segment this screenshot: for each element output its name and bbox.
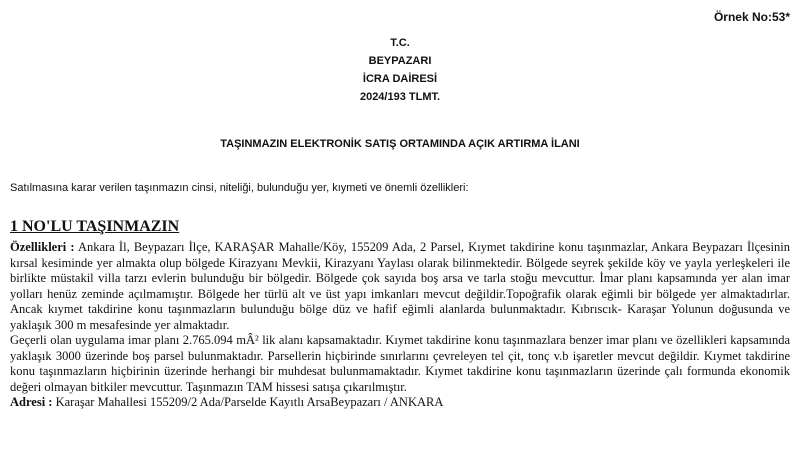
zoning-paragraph: Geçerli olan uygulama imar planı 2.765.094 mÂ² lik alanı kapsamaktadır. Kıymet takdirine konu taşınmazlara benzer imar planı ve özellikleri kapsamında yaklaşık 3000 üzerinde boş parsel bulunmaktadır. Parsellerin hiçbirinde sınırlarını çevreleyen tel çit, tonç v.b işaretler mevcut değildir. Kıymet takdirine konu taşınmazların hiçbirinin üzerinde herhangi bir muhdesat bulunmamaktadır. Kıymet takdirine konu taşınmazların üzerinde çalı formunda ekonomik değeri olmayan bitkiler mevcuttur. Taşınmazın TAM hissesi satışa çıkarılmıştır. <box>10 333 790 394</box>
announcement-title: TAŞINMAZIN ELEKTRONİK SATIŞ ORTAMINDA AÇIK ARTIRMA İLANI <box>220 138 580 150</box>
document-header <box>0 34 800 106</box>
sample-number: Örnek No:53* <box>713 10 790 24</box>
address-paragraph <box>10 395 790 411</box>
intro-text: Satılmasına karar verilen taşınmazın cinsi, niteliği, bulunduğu yer, kıymeti ve önemli özellikleri: <box>10 182 469 194</box>
header-tc: T.C. <box>390 37 410 49</box>
header-file-number: 2024/193 TLMT. <box>359 91 441 103</box>
section-heading: 1 NO'LU TAŞINMAZIN <box>10 218 180 235</box>
address-label: Adresi : <box>10 395 53 409</box>
property-description <box>10 240 790 411</box>
header-district: BEYPAZARI <box>368 55 432 67</box>
features-label: Özellikleri : <box>10 240 75 254</box>
header-office: İCRA DAİRESİ <box>362 73 438 85</box>
features-text: Ankara İl, Beypazarı İlçe, KARAŞAR Mahalle/Köy, 155209 Ada, 2 Parsel, Kıymet takdirine konu taşınmazlar, Ankara Beypazarı İlçesinin kırsal kesiminde yer almakta olup bölgede Kirazyanı Mevkii, Kirazyanı Yaylası olarak bilinmektedir. Bölgede seyrek şekilde köy ve yayla yerleşkeleri ile birlikte müstakil villa tarzı evlerin bulunduğu bir bölgedir. Bölgede çok sayıda boş arsa ve tarla stoğu mevcuttur. İmar planı kapsamında yer alan imar yolları henüz zeminde açılmamıştır. Bölgede her türlü alt ve üst yapı imkanları mevcut değildir.Topoğrafik olarak eğimli bir bölgede yer almaktadırlar. Ancak kıymet takdirine konu taşınmazların bulunduğu bölge düz ve hafif eğimli alanlarda bulunmaktadır. Kıbrıscık- Karaşar Yolunun doğusunda ve yaklaşık 300 m mesafesinde yer almaktadır. <box>10 240 790 332</box>
address-text: Karaşar Mahallesi 155209/2 Ada/Parselde Kayıtlı ArsaBeypazarı / ANKARA <box>52 395 444 409</box>
features-paragraph <box>10 240 790 333</box>
